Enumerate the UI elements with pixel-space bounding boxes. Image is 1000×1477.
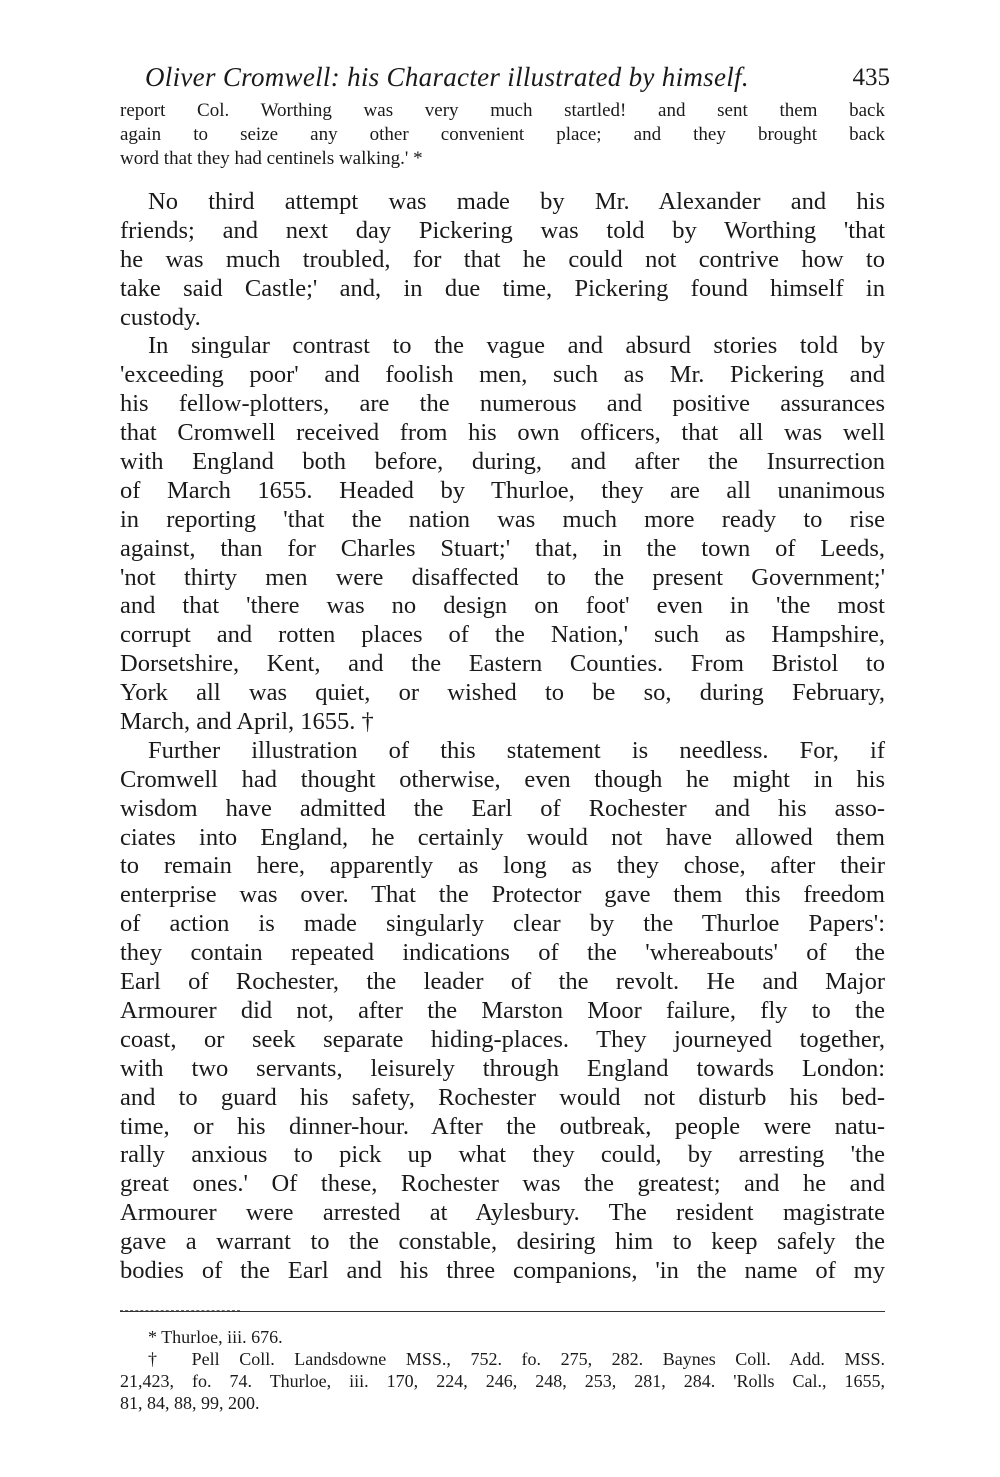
- text-line: wisdom have admitted the Earl of Rochester and his asso-: [120, 794, 885, 822]
- text-line: his fellow-plotters, are the numerous and positive assurances: [120, 390, 885, 418]
- text-line: in reporting 'that the nation was much more ready to rise: [120, 505, 885, 533]
- text-line: they contain repeated indications of the 'whereabouts' of the: [120, 939, 885, 967]
- text-line: word that they had centinels walking.' *: [120, 148, 423, 169]
- text-line: of March 1655. Headed by Thurloe, they are all unanimous: [120, 476, 885, 504]
- text-line: friends; and next day Pickering was told by Worthing 'that: [120, 216, 885, 244]
- text-line: corrupt and rotten places of the Nation,' such as Hampshire,: [120, 621, 885, 649]
- text-line: Cromwell had thought otherwise, even though he might in his: [120, 765, 885, 793]
- paragraph-first-line: In singular contrast to the vague and absurd stories told by: [148, 332, 885, 360]
- text-line: again to seize any other convenient place; and they brought back: [120, 124, 885, 145]
- text-line: bodies of the Earl and his three companions, 'in the name of my: [120, 1256, 885, 1284]
- paragraph-first-line: Further illustration of this statement is needless. For, if: [148, 736, 885, 764]
- footnote-continuation: 21,423, fo. 74. Thurloe, iii. 170, 224, 246, 248, 253, 281, 284. 'Rolls Cal., 1655,: [120, 1371, 885, 1391]
- page-number: 435: [852, 64, 890, 91]
- footnote: * Thurloe, iii. 676.: [148, 1327, 283, 1347]
- text-line: of action is made singularly clear by the Thurloe Papers':: [120, 910, 885, 938]
- running-title: Oliver Cromwell: his Character illustrated by himself.: [145, 62, 749, 92]
- text-line: he was much troubled, for that he could not contrive how to: [120, 245, 885, 273]
- footnotes: [120, 1326, 885, 1414]
- footnote: † Pell Coll. Landsdowne MSS., 752. fo. 275, 282. Baynes Coll. Add. MSS.: [148, 1349, 885, 1369]
- quoted-continuation: [120, 99, 885, 171]
- text-line: that Cromwell received from his own officers, that all was well: [120, 419, 885, 447]
- text-line: enterprise was over. That the Protector gave them this freedom: [120, 881, 885, 909]
- text-line: coast, or seek separate hiding-places. They journeyed together,: [120, 1025, 885, 1053]
- text-line: against, than for Charles Stuart;' that, in the town of Leeds,: [120, 534, 885, 562]
- text-line: time, or his dinner-hour. After the outbreak, people were natu-: [120, 1112, 885, 1140]
- text-line: gave a warrant to the constable, desiring him to keep safely the: [120, 1228, 885, 1256]
- text-line: with England both before, during, and after the Insurrection: [120, 448, 885, 476]
- text-line: 'exceeding poor' and foolish men, such as Mr. Pickering and: [120, 361, 885, 389]
- text-line: and that 'there was no design on foot' even in 'the most: [120, 592, 885, 620]
- text-line: with two servants, leisurely through England towards London:: [120, 1054, 885, 1082]
- text-line: Dorsetshire, Kent, and the Eastern Counties. From Bristol to: [120, 650, 885, 678]
- text-line: custody.: [120, 303, 201, 331]
- text-line: great ones.' Of these, Rochester was the greatest; and he and: [120, 1170, 885, 1198]
- text-line: Armourer did not, after the Marston Moor failure, fly to the: [120, 996, 885, 1024]
- paragraph-first-line: No third attempt was made by Mr. Alexander and his: [148, 188, 885, 215]
- text-line: report Col. Worthing was very much startled! and sent them back: [120, 100, 885, 121]
- text-line: ciates into England, he certainly would not have allowed them: [120, 823, 885, 851]
- text-line: to remain here, apparently as long as they chose, after their: [120, 852, 885, 880]
- text-line: and to guard his safety, Rochester would not disturb his bed-: [120, 1083, 885, 1111]
- text-line: 'not thirty men were disaffected to the present Government;': [120, 563, 885, 591]
- text-line: Earl of Rochester, the leader of the revolt. He and Major: [120, 968, 885, 996]
- footnote-rule: [120, 1311, 885, 1312]
- text-line: March, and April, 1655. †: [120, 708, 374, 736]
- text-line: Armourer were arrested at Aylesbury. The resident magistrate: [120, 1199, 885, 1227]
- text-line: rally anxious to pick up what they could, by arresting 'the: [120, 1141, 885, 1169]
- footnote-continuation: 81, 84, 88, 99, 200.: [120, 1393, 260, 1413]
- running-header: [145, 62, 890, 102]
- text-line: York all was quiet, or wished to be so, during February,: [120, 679, 885, 707]
- text-line: take said Castle;' and, in due time, Pickering found himself in: [120, 274, 885, 302]
- body-text: [120, 188, 885, 1286]
